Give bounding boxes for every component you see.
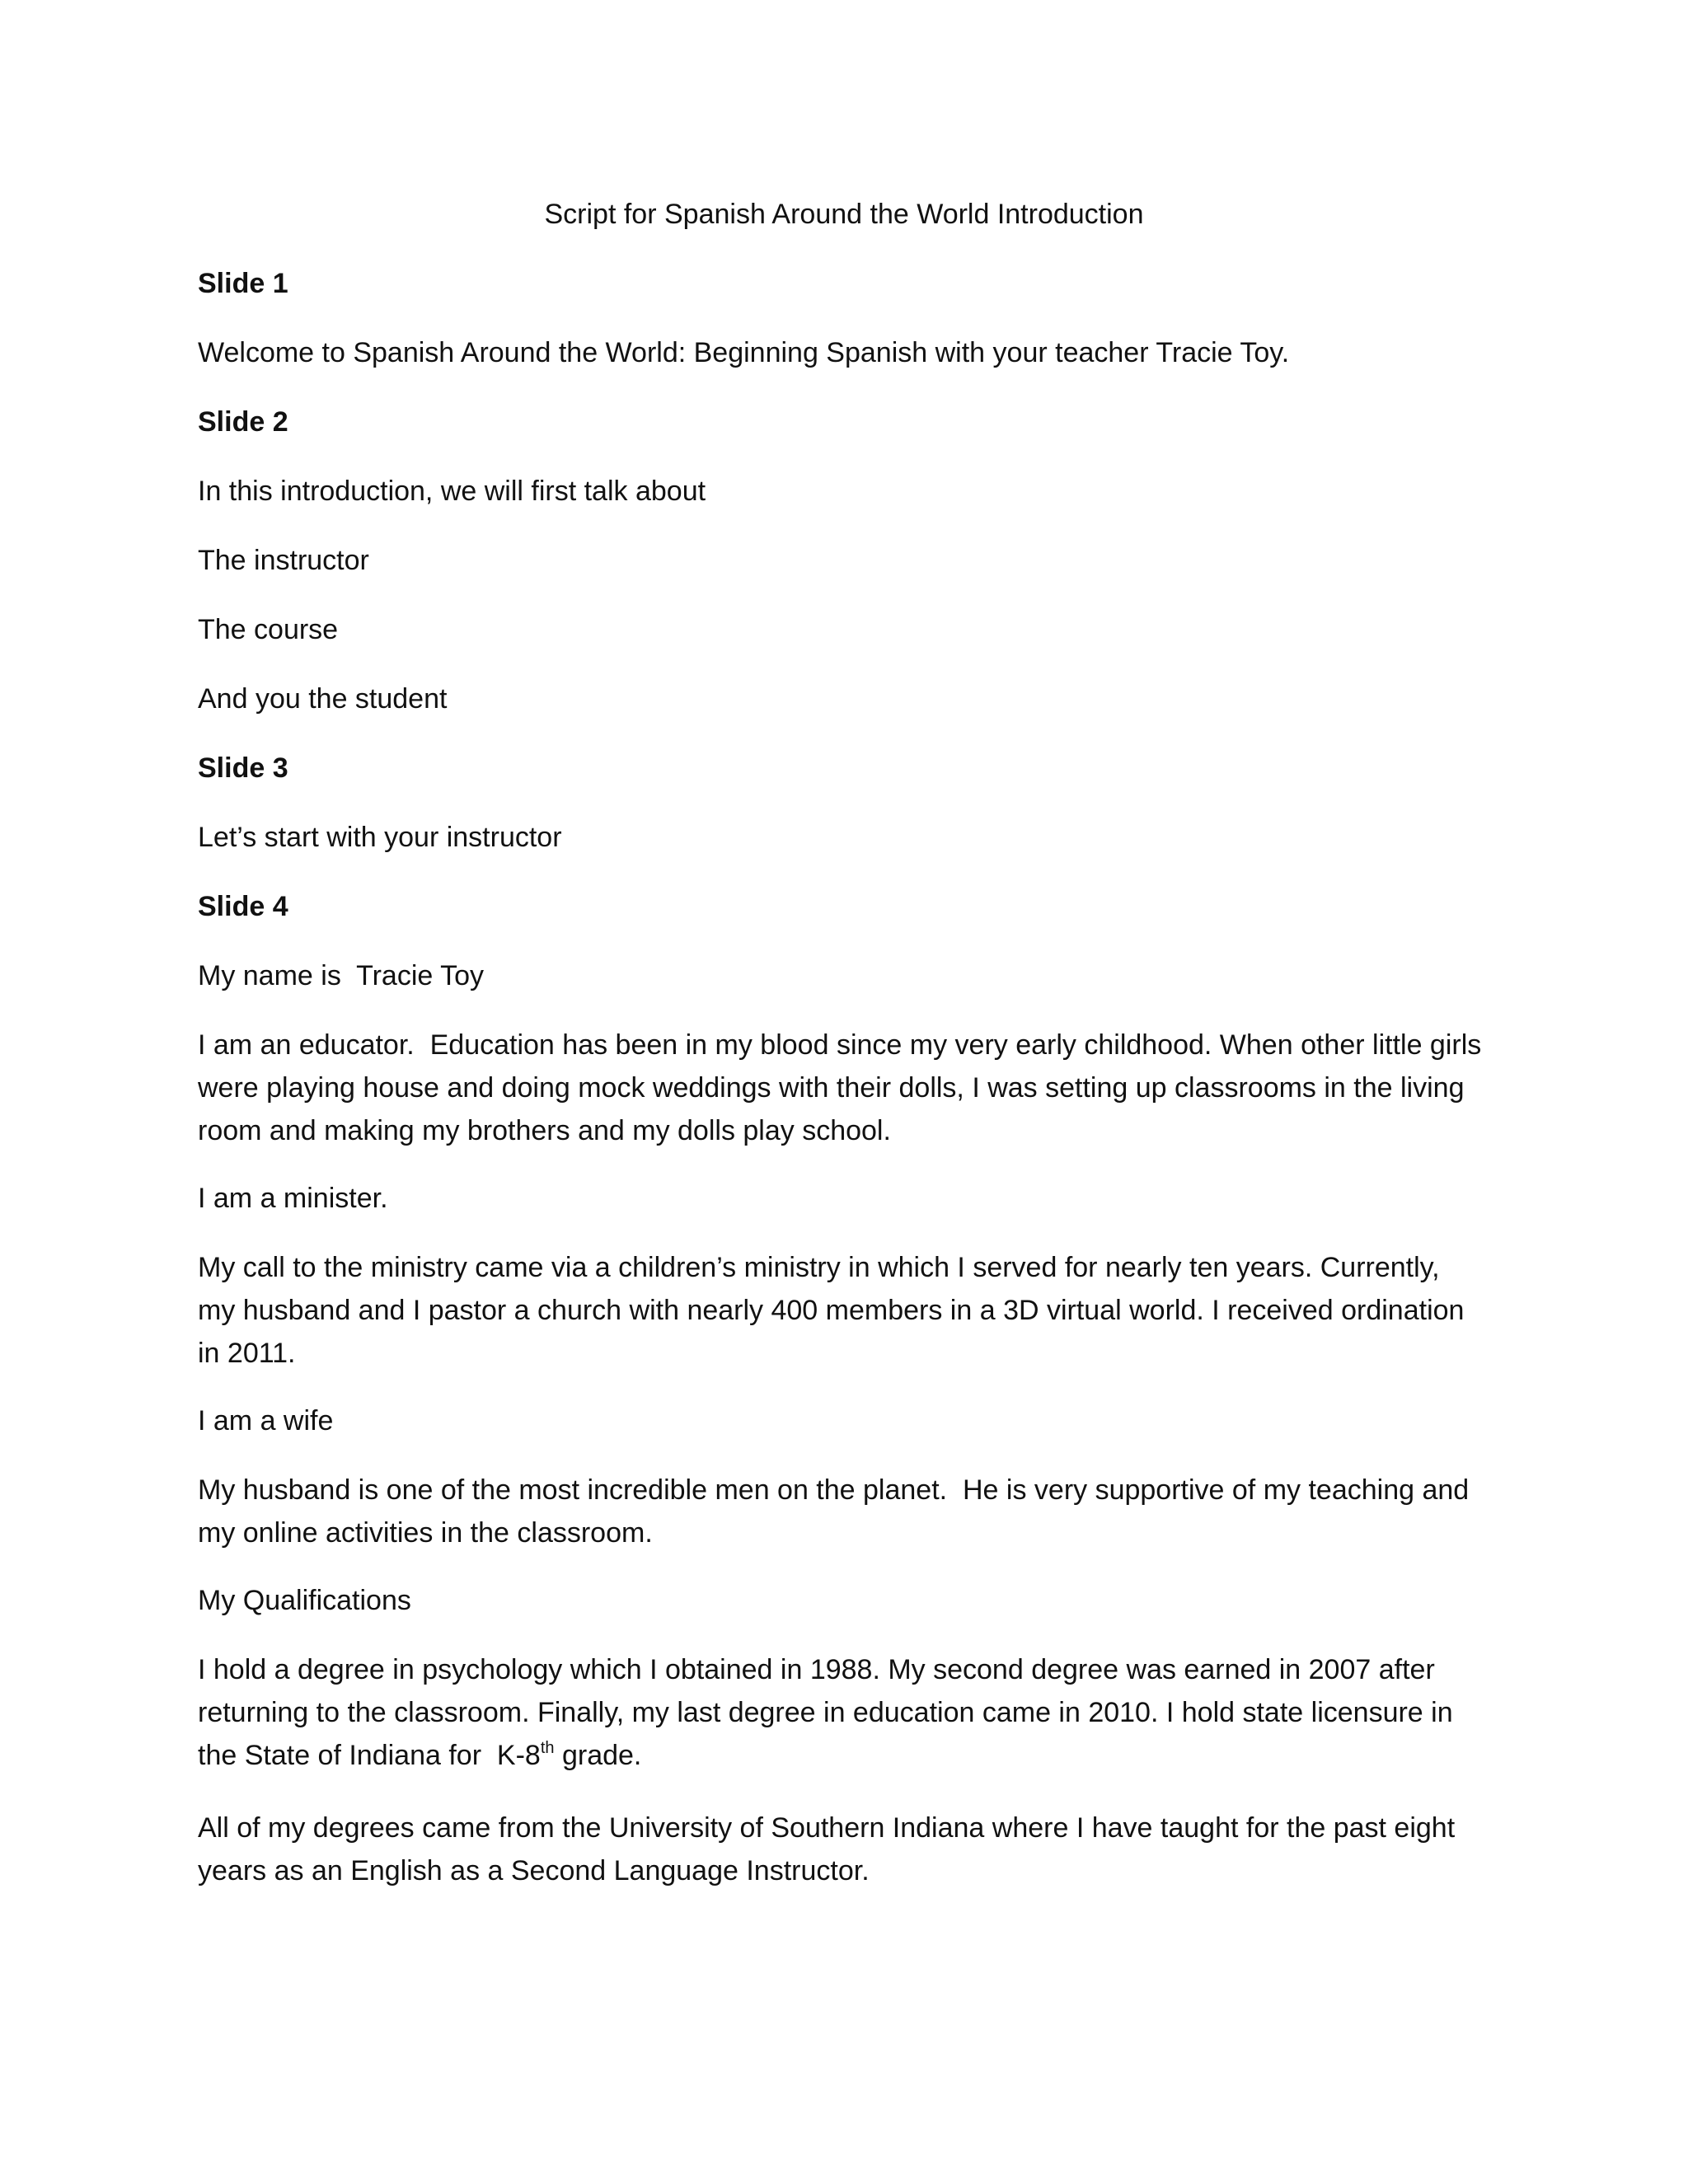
slide-3-text: Let’s start with your instructor	[198, 822, 562, 853]
document-title: Script for Spanish Around the World Introduction	[544, 199, 1144, 230]
qualifications-heading: My Qualifications	[198, 1585, 411, 1616]
ministry-paragraph: My call to the ministry came via a children’s ministry in which I served for nearly ten years. Currently, my husband and I pastor a church with nearly 400 members in a 3D virtual world. I received ordination in 2011.	[198, 1252, 1465, 1369]
name-line: My name is Tracie Toy	[198, 960, 485, 991]
slide-3-heading: Slide 3	[198, 752, 288, 784]
husband-paragraph: My husband is one of the most incredible men on the planet. He is very supportive of my teaching and my online activities in the classroom.	[198, 1474, 1477, 1549]
slide-2-heading: Slide 2	[198, 406, 288, 438]
slide-1-text: Welcome to Spanish Around the World: Beginning Spanish with your teacher Tracie Toy.	[198, 337, 1290, 368]
list-item: The instructor	[198, 545, 369, 576]
list-item: The course	[198, 614, 339, 645]
minister-line: I am a minister.	[198, 1183, 388, 1214]
educator-paragraph: I am an educator. Education has been in my blood since my very early childhood. When other little girls were playing house and doing mock weddings with their dolls, I was setting up classrooms in the living room and making my brothers and my dolls play school.	[198, 1029, 1489, 1146]
qualifications-paragraph	[198, 1648, 1484, 1777]
wife-line: I am a wife	[198, 1405, 334, 1436]
ordinal-superscript: th	[540, 1739, 555, 1757]
qualifications-text-end: grade.	[554, 1740, 642, 1771]
slide-1-heading: Slide 1	[198, 268, 288, 299]
list-item: And you the student	[198, 683, 448, 715]
slide-4-heading: Slide 4	[198, 891, 288, 922]
slide-2-intro: In this introduction, we will first talk about	[198, 476, 706, 507]
qualifications-text: I hold a degree in psychology which I obtained in 1988. My second degree was earned in 2007 after returning to the classroom. Finally, my last degree in education came in 2010. I hold state licensure in the State of Indiana for K-8	[198, 1654, 1461, 1771]
degrees-paragraph: All of my degrees came from the University of Southern Indiana where I have taught for the past eight years as an English as a Second Language Instructor.	[198, 1812, 1456, 1886]
